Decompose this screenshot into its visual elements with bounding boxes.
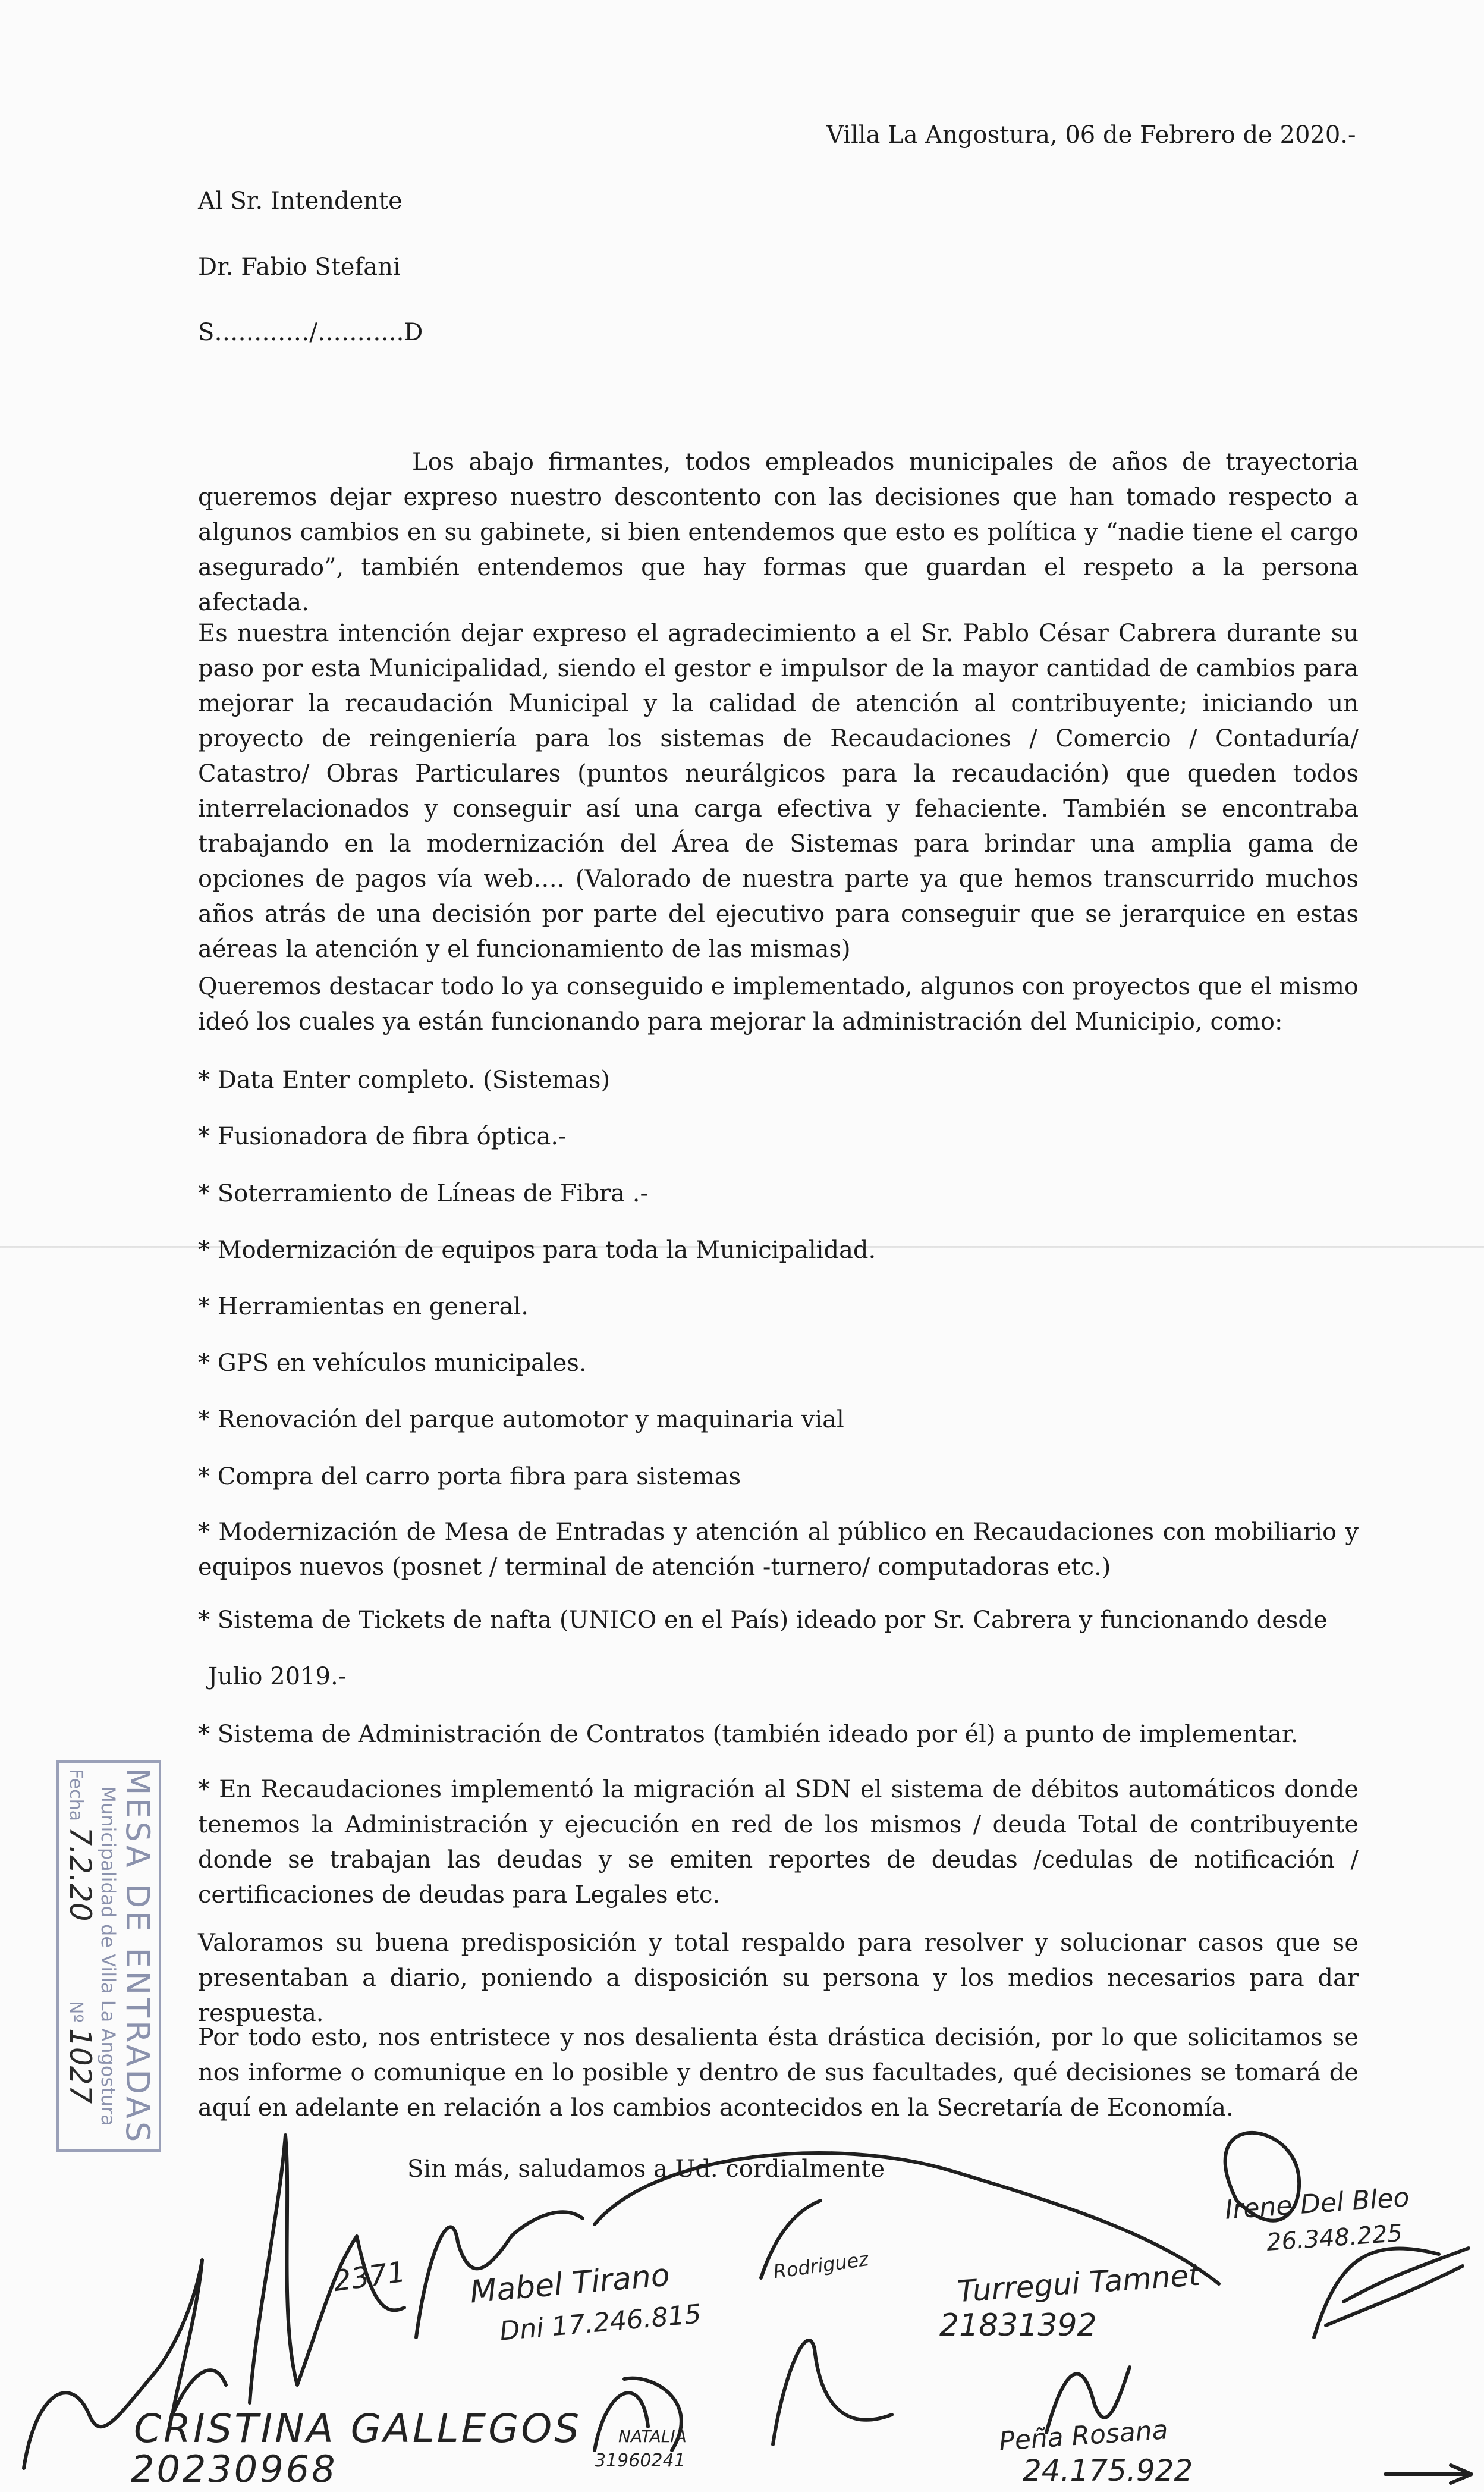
- stamp-title: MESA DE ENTRADAS: [119, 1767, 156, 2145]
- recipient-title: Al Sr. Intendente: [198, 187, 403, 215]
- paragraph-request: Por todo esto, nos entristece y nos desalienta ésta drástica decisión, por lo que solicitamos se nos informe o comunique en lo posible y dentro de sus facultades, qué decisiones se tomará de aquí en adelante en relación a los cambios acontecidos en la Secretaría de Economía.: [198, 2024, 1359, 2121]
- signature-name: NATALIA: [618, 2427, 687, 2446]
- list-item: * Fusionadora de fibra óptica.-: [198, 1123, 567, 1150]
- list-item: * Data Enter completo. (Sistemas): [198, 1066, 611, 1094]
- paragraph-appreciation: Valoramos su buena predisposición y total respaldo para resolver y solucionar casos que se presentaban a diario, poniendo a disposición su persona y los medios necesarios para dar respuesta.: [198, 1929, 1359, 2027]
- signature-scribble-7: [773, 2340, 892, 2444]
- list-item: * Renovación del parque automotor y maquinaria vial: [198, 1406, 844, 1433]
- list-item: * En Recaudaciones implementó la migración al SDN el sistema de débitos automáticos donde tenemos la Administración y ejecución en red de los mismos / deuda Total de contribuyente donde se trabajan las deudas y se emiten reportes de deudas /cedulas de notificación / certificaciones de deudas para Legales etc.: [198, 1776, 1359, 1909]
- recipient-greeting: S…………/………..D: [198, 319, 423, 346]
- paragraph-acknowledgement: Es nuestra intención dejar expreso el agradecimiento a el Sr. Pablo César Cabrera durante su paso por esta Municipalidad, siendo el gestor e impulsor de la mayor cantidad de cambios para mejorar la recaudación Municipal y la calidad de atención al contribuyente; iniciando un proyecto de reingeniería para los sistemas de Recaudaciones / Comercio / Contaduría/ Catastro/ Obras Particulares (puntos neurálgicos para la recaudación) que queden todos interrelacionados y conseguir así una carga efectiva y fehaciente. También se encontraba trabajando en la modernización del Área de Sistemas para brindar una amplia gama de opciones de pagos vía web…. (Valorado de nuestra parte ya que hemos transcurrido muchos años atrás de una decisión por parte del ejecutivo para conseguir que se jerarquice en estas aéreas la atención y el funcionamiento de las mismas): [198, 620, 1359, 963]
- list-item: * Modernización de Mesa de Entradas y atención al público en Recaudaciones con mobiliario y equipos nuevos (posnet / terminal de atención -turnero/ computadoras etc.): [198, 1518, 1359, 1581]
- paragraph-intro: Los abajo firmantes, todos empleados municipales de años de trayectoria queremos dejar expreso nuestro descontento con las decisiones que han tomado respecto a algunos cambios en su gabinete, si bien entendemos que esto es política y “nadie tiene el cargo asegurado”, también entendemos que hay formas que guardan el respeto a la persona afectada.: [198, 448, 1359, 616]
- signature-scribble-11: [1326, 2248, 1469, 2325]
- list-item: * GPS en vehículos municipales.: [198, 1349, 587, 1377]
- place-date: Villa La Angostura, 06 de Febrero de 2020.-: [826, 121, 1356, 149]
- list-item: * Herramientas en general.: [198, 1293, 529, 1320]
- list-item: * Soterramiento de Líneas de Fibra .-: [198, 1180, 648, 1207]
- signature-name: Turregui Tamnet: [956, 2257, 1202, 2309]
- paragraph-achievements-intro: Queremos destacar todo lo ya conseguido e implementado, algunos con proyectos que el mismo ideó los cuales ya están funcionando para mejorar la administración del Municipio, como:: [198, 973, 1359, 1035]
- signature-dni: 24.175.922: [1023, 2453, 1193, 2488]
- stamp-subtitle: Municipalidad de Villa La Angostura: [97, 1786, 120, 2126]
- stamp-date: Fecha 7.2.20: [63, 1769, 98, 1922]
- signature-dni: 20230968: [131, 2447, 338, 2491]
- arrow-icon: [1385, 2465, 1472, 2483]
- signature-dni: 31960241: [595, 2450, 686, 2471]
- signature-name: CRISTINA GALLEGOS: [134, 2406, 582, 2452]
- signature-name: Irene Del Bleo: [1224, 2182, 1411, 2226]
- signature-dni: 21831392: [939, 2308, 1097, 2343]
- signature-name: Peña Rosana: [998, 2415, 1169, 2457]
- signature-number: 2371: [331, 2255, 408, 2299]
- list-item: * Sistema de Administración de Contratos (también ideado por él) a punto de implementar.: [198, 1721, 1298, 1748]
- signature-dni: 26.348.225: [1265, 2220, 1404, 2256]
- closing-line: Sin más, saludamos a Ud. cordialmente: [407, 2155, 885, 2183]
- list-item: * Modernización de equipos para toda la Municipalidad.: [198, 1236, 876, 1264]
- list-item: * Compra del carro porta fibra para sistemas: [198, 1463, 741, 1490]
- recipient-name: Dr. Fabio Stefani: [198, 253, 401, 281]
- signature-dni: Dni 17.246.815: [498, 2299, 703, 2347]
- stamp-number: Nº 1027: [63, 2001, 98, 2104]
- list-item-continuation: Julio 2019.-: [208, 1663, 347, 1690]
- signature-name: Rodriguez: [772, 2247, 870, 2284]
- signature-name: Mabel Tirano: [469, 2257, 671, 2311]
- list-item: * Sistema de Tickets de nafta (UNICO en el País) ideado por Sr. Cabrera y funcionando desde: [198, 1606, 1328, 1634]
